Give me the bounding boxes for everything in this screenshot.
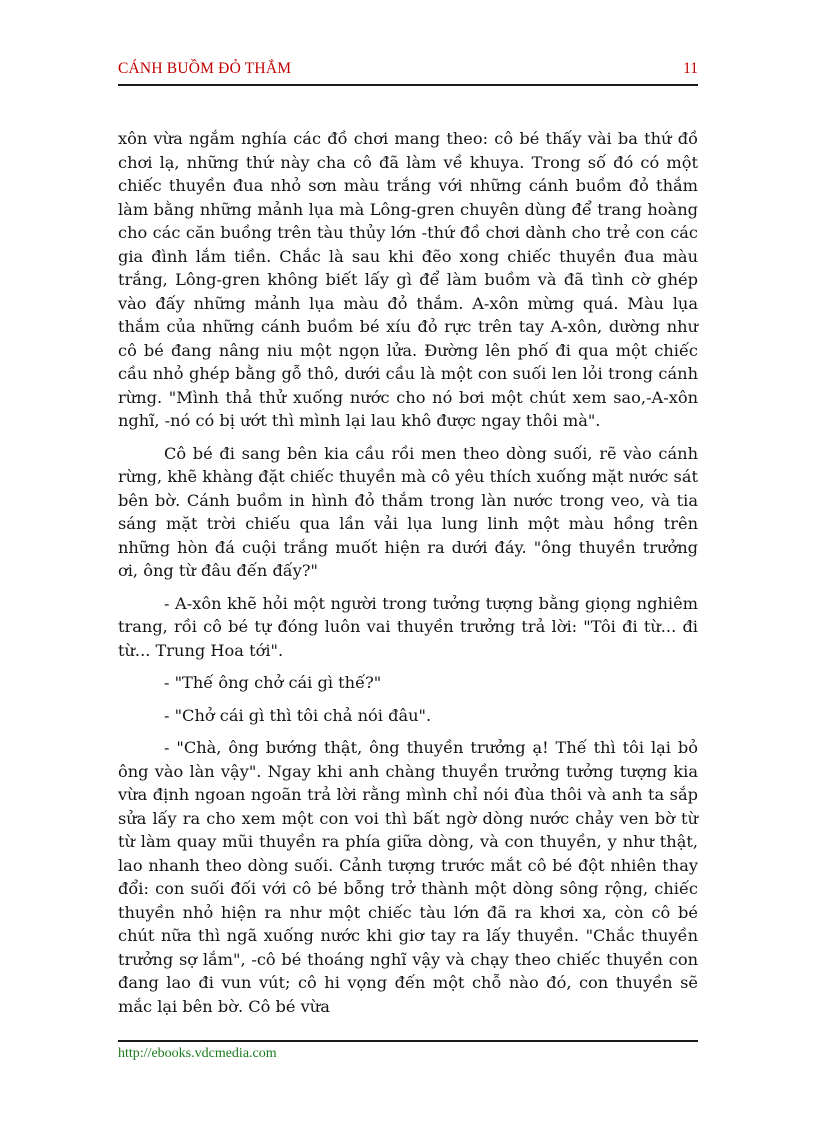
- paragraph: Cô bé đi sang bên kia cầu rồi men theo dòng suối, rẽ vào cánh rừng, khẽ khàng đặt chiếc thuyền mà cô yêu thích xuống mặt nước sát bên bờ. Cánh buồm in hình đỏ thắm trong làn nước trong veo, và tia sáng mặt trời chiếu qua lần vải lụa lung linh một màu hồng trên những hòn đá cuội trắng muốt hiện ra dưới đáy. "ông thuyền trưởng ơi, ông từ đâu đến đấy?": [118, 443, 698, 580]
- header-divider: [118, 84, 698, 86]
- running-header: [118, 60, 698, 82]
- book-title: CÁNH BUỒM ĐỎ THẮM: [118, 60, 292, 77]
- footer-link[interactable]: http://ebooks.vdcmedia.com: [118, 1046, 277, 1061]
- page-body: [118, 127, 698, 1027]
- paragraph: - "Chà, ông bướng thật, ông thuyền trưởng ạ! Thế thì tôi lại bỏ ông vào làn vậy". Ngay khi anh chàng thuyền trưởng tưởng tượng kia vừa định ngoan ngoãn trả lời rằng mình chỉ nói đùa thôi và anh ta sắp sửa lấy ra cho xem một con voi thì bất ngờ dòng nước chảy ven bờ từ từ làm quay mũi thuyền ra phía giữa dòng, và con thuyền, y như thật, lao nhanh theo dòng suối. Cảnh tượng trước mắt cô bé đột nhiên thay đổi: con suối đối với cô bé bỗng trở thành một dòng sông rộng, chiếc thuyền nhỏ hiện ra như một chiếc tàu lớn đã ra khơi xa, còn cô bé chút nữa thì ngã xuống nước khi giơ tay ra lấy thuyền. "Chắc thuyền trưởng sợ lắm", -cô bé thoáng nghĩ vậy và chạy theo chiếc thuyền con đang lao đi vun vút; cô hi vọng đến một chỗ nào đó, con thuyền sẽ mắc lại bên bờ. Cô bé vừa: [118, 738, 698, 1016]
- footer-divider: [118, 1040, 698, 1042]
- page-number: 11: [683, 60, 698, 77]
- paragraph: - "Thế ông chở cái gì thế?": [164, 673, 382, 692]
- paragraph: - "Chở cái gì thì tôi chả nói đâu".: [164, 705, 432, 725]
- paragraph: xôn vừa ngắm nghía các đồ chơi mang theo: cô bé thấy vài ba thứ đồ chơi lạ, những thứ này cha cô đã làm về khuya. Trong số đó có một chiếc thuyền đua nhỏ sơn màu trắng với những cánh buồm đỏ thắm làm bằng những mảnh lụa mà Lông-gren chuyên dùng để trang hoàng cho các căn buồng trên tàu thủy lớn -thứ đồ chơi dành cho trẻ con các gia đình lắm tiền. Chắc là sau khi đẽo xong chiếc thuyền đua màu trắng, Lông-gren không biết lấy gì để làm buồm và đã tình cờ ghép vào đấy những mảnh lụa màu đỏ thắm. A-xôn mừng quá. Màu lụa thắm của những cánh buồm bé xíu đỏ rực trên tay A-xôn, dường như cô bé đang nâng niu một ngọn lửa. Đường lên phố đi qua một chiếc cầu nhỏ ghép bằng gỗ thô, dưới cầu là một con suối len lỏi trong cánh rừng. "Mình thả thử xuống nước cho nó bơi một chút xem sao,-A-xôn nghĩ, -nó có bị ướt thì mình lại lau khô được ngay thôi mà".: [118, 129, 698, 430]
- paragraph: - A-xôn khẽ hỏi một người trong tưởng tượng bằng giọng nghiêm trang, rồi cô bé tự đóng luôn vai thuyền trưởng trả lời: "Tôi đi từ... đi từ... Trung Hoa tới".: [118, 593, 698, 660]
